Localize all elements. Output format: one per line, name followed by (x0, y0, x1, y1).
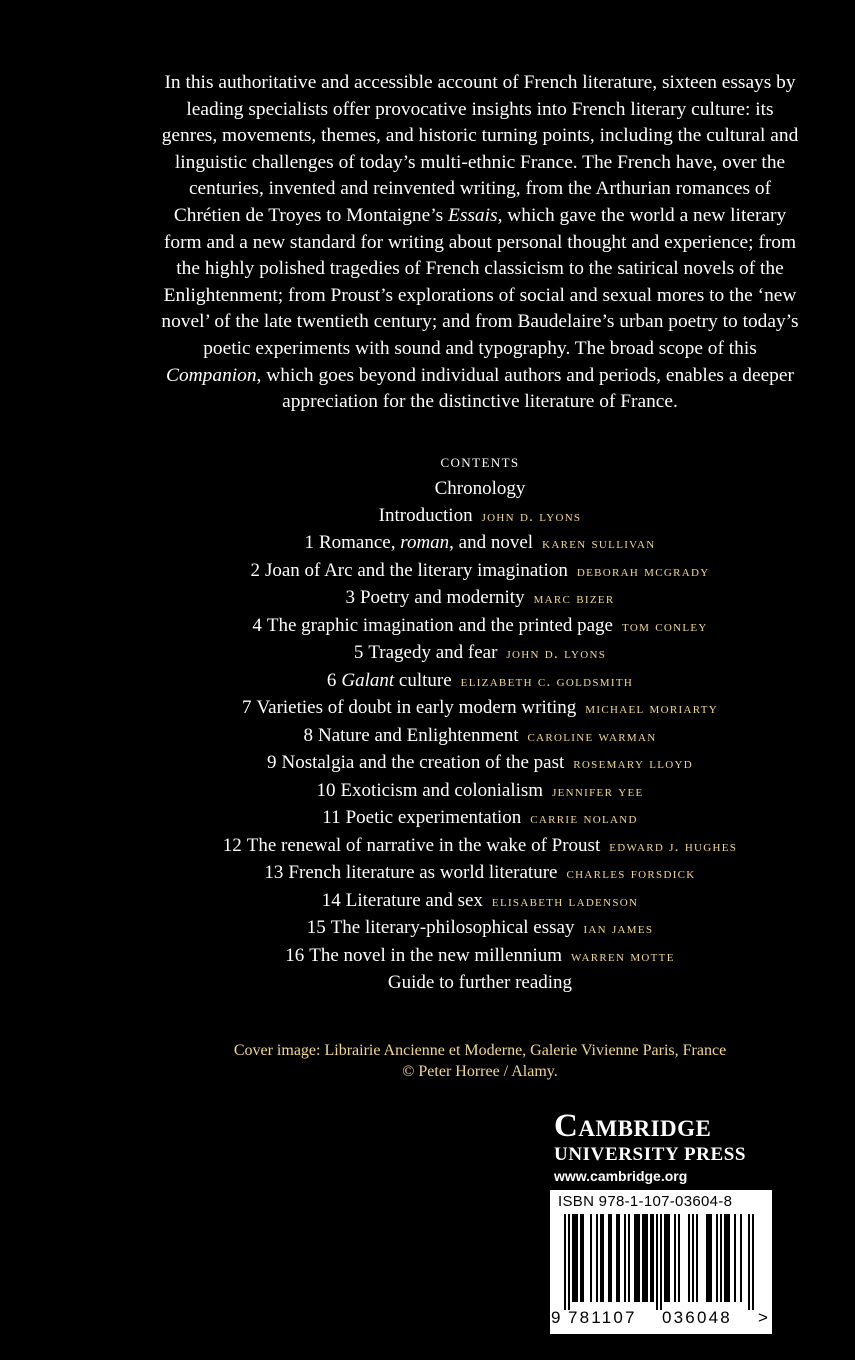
contents-chapter-4 (160, 613, 800, 641)
chapter-author: rosemary lloyd (573, 756, 694, 772)
barcode-bar (638, 1214, 640, 1302)
barcode-bar (728, 1214, 730, 1302)
chapter-number: 13 (264, 862, 284, 883)
blurb-essais: Essais (447, 204, 498, 226)
contents-chapter-1 (160, 530, 800, 558)
barcode-bar (618, 1214, 620, 1302)
publisher-logo (554, 1108, 794, 1186)
barcode-bar (688, 1214, 690, 1302)
chapter-author: elisabeth ladenson (491, 893, 639, 910)
barcode-first-digit: 9 (551, 1308, 561, 1327)
contents-chapter-11 (160, 805, 800, 833)
barcode-bar (574, 1214, 576, 1302)
isbn-label: ISBN 978-1-107-03604-8 (558, 1193, 733, 1210)
contents-chapter-16 (160, 943, 800, 971)
contents-heading: CONTENTS (440, 455, 520, 470)
publisher-url: www.cambridge.org (554, 1168, 688, 1184)
barcode-bar (734, 1214, 736, 1302)
chapter-title: The literary-philosophical essay (330, 917, 575, 938)
chapter-title: Nature and Enlightenment (318, 724, 519, 746)
introduction-author: john d. lyons (481, 508, 582, 525)
contents-chapter-9 (160, 750, 800, 778)
barcode-bar (610, 1214, 612, 1302)
blurb-text-1: In this authoritative and accessible account of French literature, sixteen essays by leading specialists offer provocative insights into French literary culture: its genres, movements, themes, and historic turning points, including the cultural and linguistic challenges of today’s multi-ethnic France. The French have, over the centuries, invented and reinvented writing, from the Arthurian romances of Chrétien de Troyes to Montaigne’s (161, 72, 799, 226)
barcode-bar (740, 1214, 742, 1302)
chapter-author: warren motte (571, 948, 675, 965)
contents-chapter-13 (160, 860, 800, 888)
barcode-bar (646, 1214, 648, 1302)
introduction-title: Introduction (378, 504, 473, 526)
barcode-bar (748, 1214, 750, 1310)
chapter-title: Poetic experimentation (345, 807, 522, 828)
contents-chapter-5 (160, 640, 800, 668)
chapter-number: 11 (322, 807, 341, 828)
chapter-number: 2 (250, 559, 260, 581)
chapter-author: jennifer yee (552, 783, 644, 800)
barcode-bar (600, 1214, 602, 1302)
credit-line-1: Cover image: Librairie Ancienne et Moderne, Galerie Vivienne Paris, France (233, 1042, 727, 1059)
blurb-companion: Companion (166, 364, 257, 386)
barcode-bar (652, 1214, 654, 1302)
chapter-title: French literature as world literature (288, 862, 558, 883)
chapter-title: The novel in the new millennium (309, 944, 563, 966)
chapter-number: 15 (306, 917, 326, 938)
barcode-bar (580, 1214, 582, 1302)
chapter-number: 8 (303, 724, 313, 746)
chapter-title: Tragedy and fear (368, 642, 498, 663)
contents-chapter-15 (160, 915, 800, 943)
barcode-bar (644, 1214, 646, 1302)
chapter-number: 16 (285, 944, 305, 966)
chapter-rows (160, 530, 800, 970)
chapter-title-rest: culture (394, 669, 452, 691)
barcode-bar (642, 1214, 644, 1302)
barcode-bars (560, 1214, 762, 1310)
barcode-bar (590, 1214, 592, 1302)
barcode-bar (710, 1214, 712, 1302)
chapter-title: Literature and sex (345, 889, 483, 911)
barcode-bar (668, 1214, 670, 1302)
chapter-author: karen sullivan (542, 536, 656, 552)
chapter-title: Joan of Arc and the literary imagination (264, 559, 568, 581)
chapter-number: 6 (326, 669, 337, 691)
barcode-bar (564, 1214, 566, 1310)
barcode-bar (664, 1214, 666, 1302)
barcode-bar (678, 1214, 680, 1302)
barcode-bar (608, 1214, 610, 1302)
back-cover-blurb (160, 70, 800, 416)
barcode-bar (696, 1214, 698, 1302)
chapter-title: Romance, (318, 532, 401, 553)
contents-guide: Guide to further reading (387, 972, 573, 993)
chapter-author: carrie noland (530, 811, 638, 827)
chapter-author: deborah mcgrady (576, 563, 710, 580)
barcode-bar (726, 1214, 728, 1302)
chapter-author: michael moriarty (585, 701, 718, 717)
contents-chronology: Chronology (434, 478, 526, 499)
barcode-bar (708, 1214, 710, 1302)
barcode-bar (706, 1214, 708, 1302)
chapter-number: 14 (321, 889, 341, 911)
publisher-press: UNIVERSITY PRESS (554, 1144, 747, 1165)
chapter-number: 9 (266, 752, 277, 773)
barcode-bar (692, 1214, 694, 1302)
barcode-arrow: > (758, 1308, 768, 1327)
barcode-bar (656, 1214, 658, 1310)
chapter-number: 1 (304, 532, 314, 553)
barcode-left-digits: 781107 (568, 1308, 637, 1327)
barcode-bar (628, 1214, 630, 1302)
contents-chapter-3 (160, 585, 800, 613)
chapter-author: marc bizer (533, 591, 615, 607)
chapter-number: 3 (345, 587, 355, 608)
barcode-bar (596, 1214, 598, 1302)
chapter-title: Nostalgia and the creation of the past (281, 752, 565, 773)
contents-introduction (160, 503, 800, 531)
chapter-author: charles forsdick (566, 866, 696, 882)
chapter-title-italic: roman (400, 532, 450, 553)
barcode-bar (674, 1214, 676, 1302)
chapter-number: 12 (222, 834, 242, 856)
chapter-title: Varieties of doubt in early modern writing (256, 697, 577, 718)
barcode-bar (716, 1214, 718, 1302)
barcode-bar (568, 1214, 570, 1310)
publisher-name: Cambridge (554, 1108, 712, 1144)
chapter-title-rest: , and novel (449, 532, 534, 553)
barcode-bar (616, 1214, 618, 1302)
chapter-title: Poetry and modernity (359, 587, 525, 608)
blurb-text-3: , which goes beyond individual authors and periods, enables a deeper appreciation for the distinctive literature of France. (256, 364, 794, 413)
chapter-number: 10 (316, 779, 336, 801)
barcode-right-digits: 036048 (662, 1308, 732, 1327)
barcode-bar (720, 1214, 722, 1302)
barcode-bar (752, 1214, 754, 1310)
contents-chapter-6 (160, 668, 800, 696)
chapter-title: The renewal of narrative in the wake of Proust (246, 834, 601, 856)
contents-chapter-8 (160, 723, 800, 751)
contents-chapter-10 (160, 778, 800, 806)
chapter-title-italic: Galant (341, 669, 395, 691)
chapter-author: edward j. hughes (609, 838, 738, 855)
chapter-author: tom conley (622, 618, 708, 635)
chapter-title: The graphic imagination and the printed page (266, 614, 613, 636)
chapter-author: caroline warman (527, 728, 657, 745)
barcode-bar (576, 1214, 578, 1302)
barcode-bar (636, 1214, 638, 1302)
barcode-bar (582, 1214, 584, 1302)
credit-line-2: © Peter Horree / Alamy. (402, 1063, 558, 1080)
chapter-number: 4 (252, 614, 262, 636)
barcode-bar (666, 1214, 668, 1302)
chapter-number: 5 (353, 642, 364, 663)
contents-chapter-7 (160, 695, 800, 723)
contents-chapter-12 (160, 833, 800, 861)
barcode-bar (660, 1214, 662, 1310)
cover-image-credit (160, 1040, 800, 1082)
chapter-number: 7 (242, 697, 252, 718)
barcode-bar (724, 1214, 726, 1302)
barcode-bar (572, 1214, 574, 1302)
barcode-bar (650, 1214, 652, 1302)
barcode-bar (634, 1214, 636, 1302)
barcode-bar (602, 1214, 604, 1302)
contents-chapter-14 (160, 888, 800, 916)
chapter-author: john d. lyons (506, 646, 607, 662)
blurb-text-2: , which gave the world a new literary form and a new standard for writing about personal thought and experience; from the highly polished tragedies of French classicism to the satirical novels of the Enlightenment; from Proust’s explorations of social and sexual mores to the ‘new novel’ of the late twentieth century; and from Baudelaire’s urban poetry to today’s poetic experiments with sound and typography. The broad scope of this (161, 204, 799, 359)
isbn-barcode (550, 1190, 772, 1334)
barcode-bar (624, 1214, 626, 1302)
contents-chapter-2 (160, 558, 800, 586)
chapter-author: elizabeth c. goldsmith (460, 673, 634, 690)
chapter-title: Exoticism and colonialism (340, 779, 544, 801)
contents-list (160, 450, 800, 997)
chapter-author: ian james (583, 921, 654, 937)
